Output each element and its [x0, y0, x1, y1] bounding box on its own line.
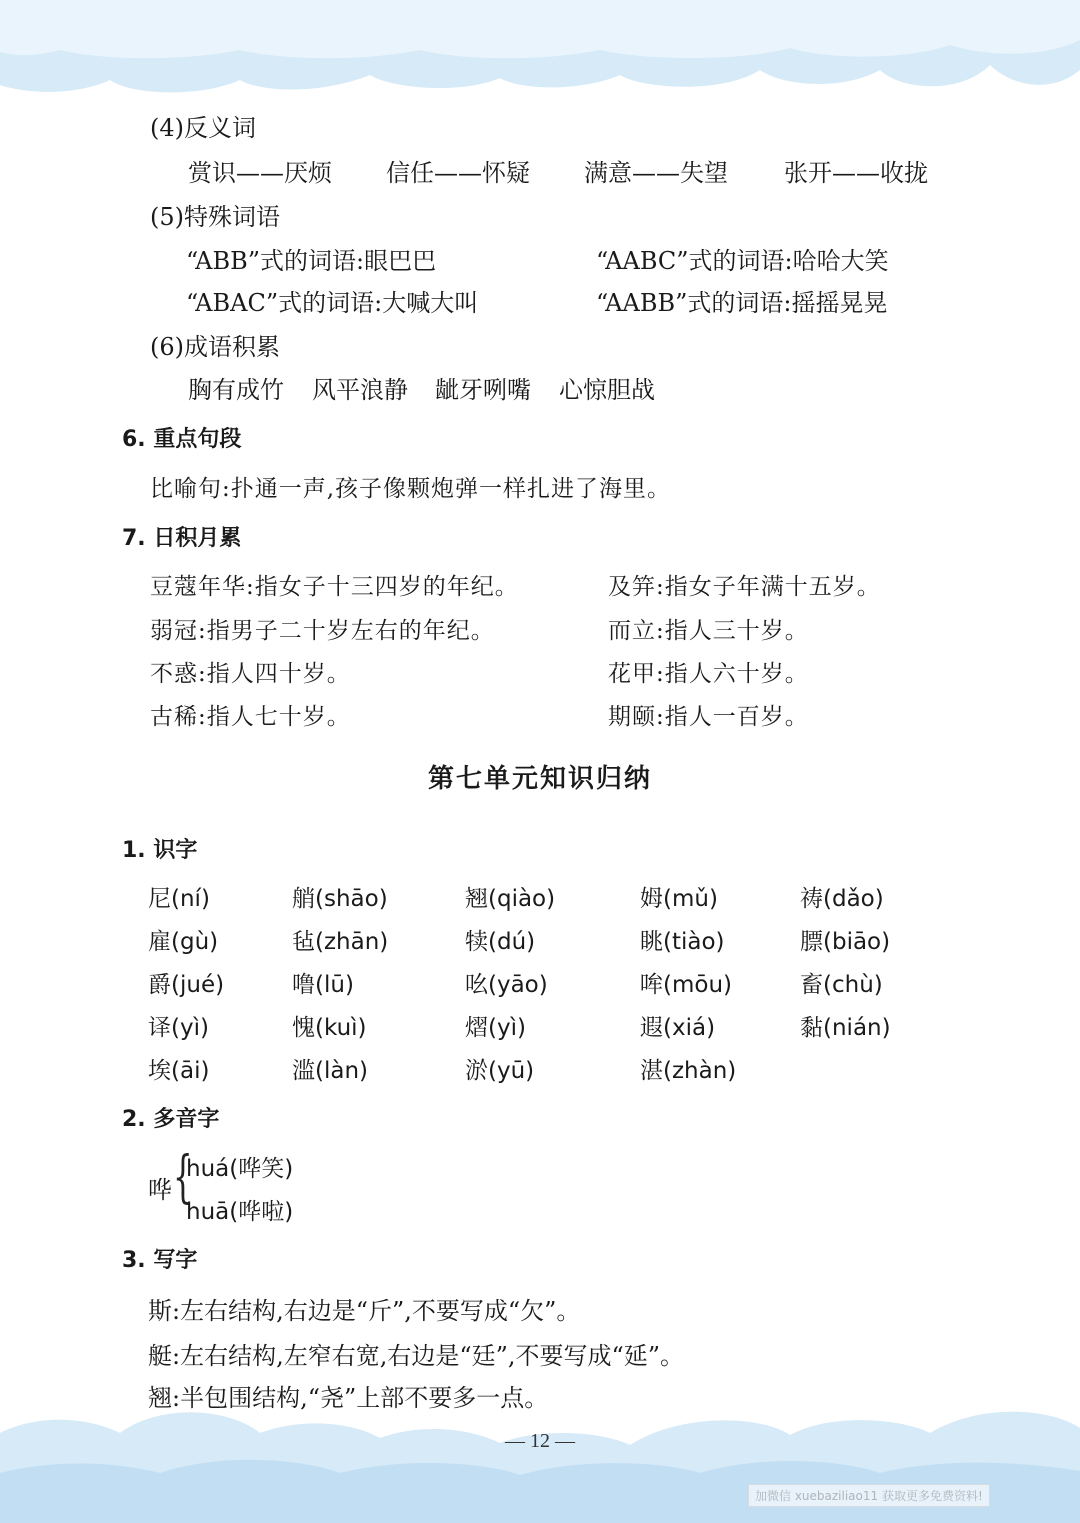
watermark: 加微信 xuebaziliao11 获取更多免费资料!	[748, 1484, 990, 1507]
char-pinyin: 尼(ní)	[148, 886, 210, 912]
char-pinyin: 祷(dǎo)	[800, 886, 884, 912]
antonym-pair: 张开——收拢	[784, 159, 928, 187]
char-pinyin: 毡(zhān)	[292, 929, 389, 955]
polyphone-char: 哗	[148, 1176, 172, 1204]
antonym-pair: 信任——怀疑	[386, 159, 530, 187]
brace-icon: {	[173, 1145, 193, 1210]
idiom: 胸有成竹	[188, 376, 284, 404]
accumulation-item: 豆蔻年华:指女子十三四岁的年纪。	[150, 574, 519, 600]
polyphone-heading: 2. 多音字	[122, 1107, 220, 1132]
writing-heading: 3. 写字	[122, 1248, 198, 1273]
char-pinyin: 黏(nián)	[800, 1015, 891, 1041]
char-pinyin: 遐(xiá)	[640, 1015, 716, 1041]
idiom: 风平浪静	[312, 376, 408, 404]
polyphone-reading: huā(哗啦)	[186, 1199, 294, 1225]
accumulation-item: 期颐:指人一百岁。	[608, 704, 809, 730]
idiom: 心惊胆战	[559, 376, 655, 404]
writing-note: 艇:左右结构,左窄右宽,右边是“廷”,不要写成“延”。	[148, 1342, 685, 1370]
char-pinyin: 雇(gù)	[148, 929, 219, 955]
polyphone-reading: huá(哗笑)	[186, 1156, 294, 1182]
writing-note: 翘:半包围结构,“尧”上部不要多一点。	[148, 1384, 549, 1412]
char-pinyin: 熠(yì)	[465, 1015, 526, 1041]
antonym-pair: 满意——失望	[584, 159, 728, 187]
char-pinyin: 埃(āi)	[148, 1058, 210, 1084]
char-pinyin: 吆(yāo)	[465, 972, 548, 998]
accumulation-item: 古稀:指人七十岁。	[150, 704, 351, 730]
char-pinyin: 眺(tiào)	[640, 929, 725, 955]
accumulation-heading: 7. 日积月累	[122, 526, 242, 551]
recognize-heading: 1. 识字	[122, 838, 198, 863]
top-cloud-decoration	[0, 0, 1080, 110]
key-sentence: 比喻句:扑通一声,孩子像颗炮弹一样扎进了海里。	[150, 476, 672, 502]
accumulation-item: 不惑:指人四十岁。	[150, 661, 351, 687]
char-pinyin: 淤(yū)	[465, 1058, 535, 1084]
char-pinyin: 畜(chù)	[800, 972, 883, 998]
char-pinyin: 哞(mōu)	[640, 972, 732, 998]
page-number: — 12 —	[505, 1430, 575, 1452]
char-pinyin: 膘(biāo)	[800, 929, 891, 955]
char-pinyin: 愧(kuì)	[292, 1015, 367, 1041]
special-words-heading: (5)特殊词语	[150, 203, 280, 231]
char-pinyin: 艄(shāo)	[292, 886, 388, 912]
idiom: 龇牙咧嘴	[435, 376, 531, 404]
char-pinyin: 爵(jué)	[148, 972, 225, 998]
special-word-item: “AABB”式的词语:摇摇晃晃	[596, 289, 888, 317]
char-pinyin: 译(yì)	[148, 1015, 209, 1041]
unit-title: 第七单元知识归纳	[427, 764, 652, 794]
accumulation-item: 弱冠:指男子二十岁左右的年纪。	[150, 618, 495, 644]
special-word-item: “ABAC”式的词语:大喊大叫	[186, 289, 479, 317]
idioms-heading: (6)成语积累	[150, 333, 280, 361]
antonym-pair: 赏识——厌烦	[188, 159, 332, 187]
char-pinyin: 犊(dú)	[465, 929, 536, 955]
accumulation-item: 花甲:指人六十岁。	[608, 661, 809, 687]
char-pinyin: 噜(lū)	[292, 972, 354, 998]
accumulation-item: 而立:指人三十岁。	[608, 618, 809, 644]
char-pinyin: 湛(zhàn)	[640, 1058, 737, 1084]
writing-note: 斯:左右结构,右边是“斤”,不要写成“欠”。	[148, 1297, 581, 1325]
char-pinyin: 滥(làn)	[292, 1058, 369, 1084]
special-word-item: “AABC”式的词语:哈哈大笑	[596, 247, 889, 275]
key-sentences-heading: 6. 重点句段	[122, 427, 242, 452]
accumulation-item: 及笄:指女子年满十五岁。	[608, 574, 881, 600]
char-pinyin: 翘(qiào)	[465, 886, 556, 912]
antonym-heading: (4)反义词	[150, 114, 256, 142]
special-word-item: “ABB”式的词语:眼巴巴	[186, 247, 437, 275]
char-pinyin: 姆(mǔ)	[640, 886, 718, 912]
